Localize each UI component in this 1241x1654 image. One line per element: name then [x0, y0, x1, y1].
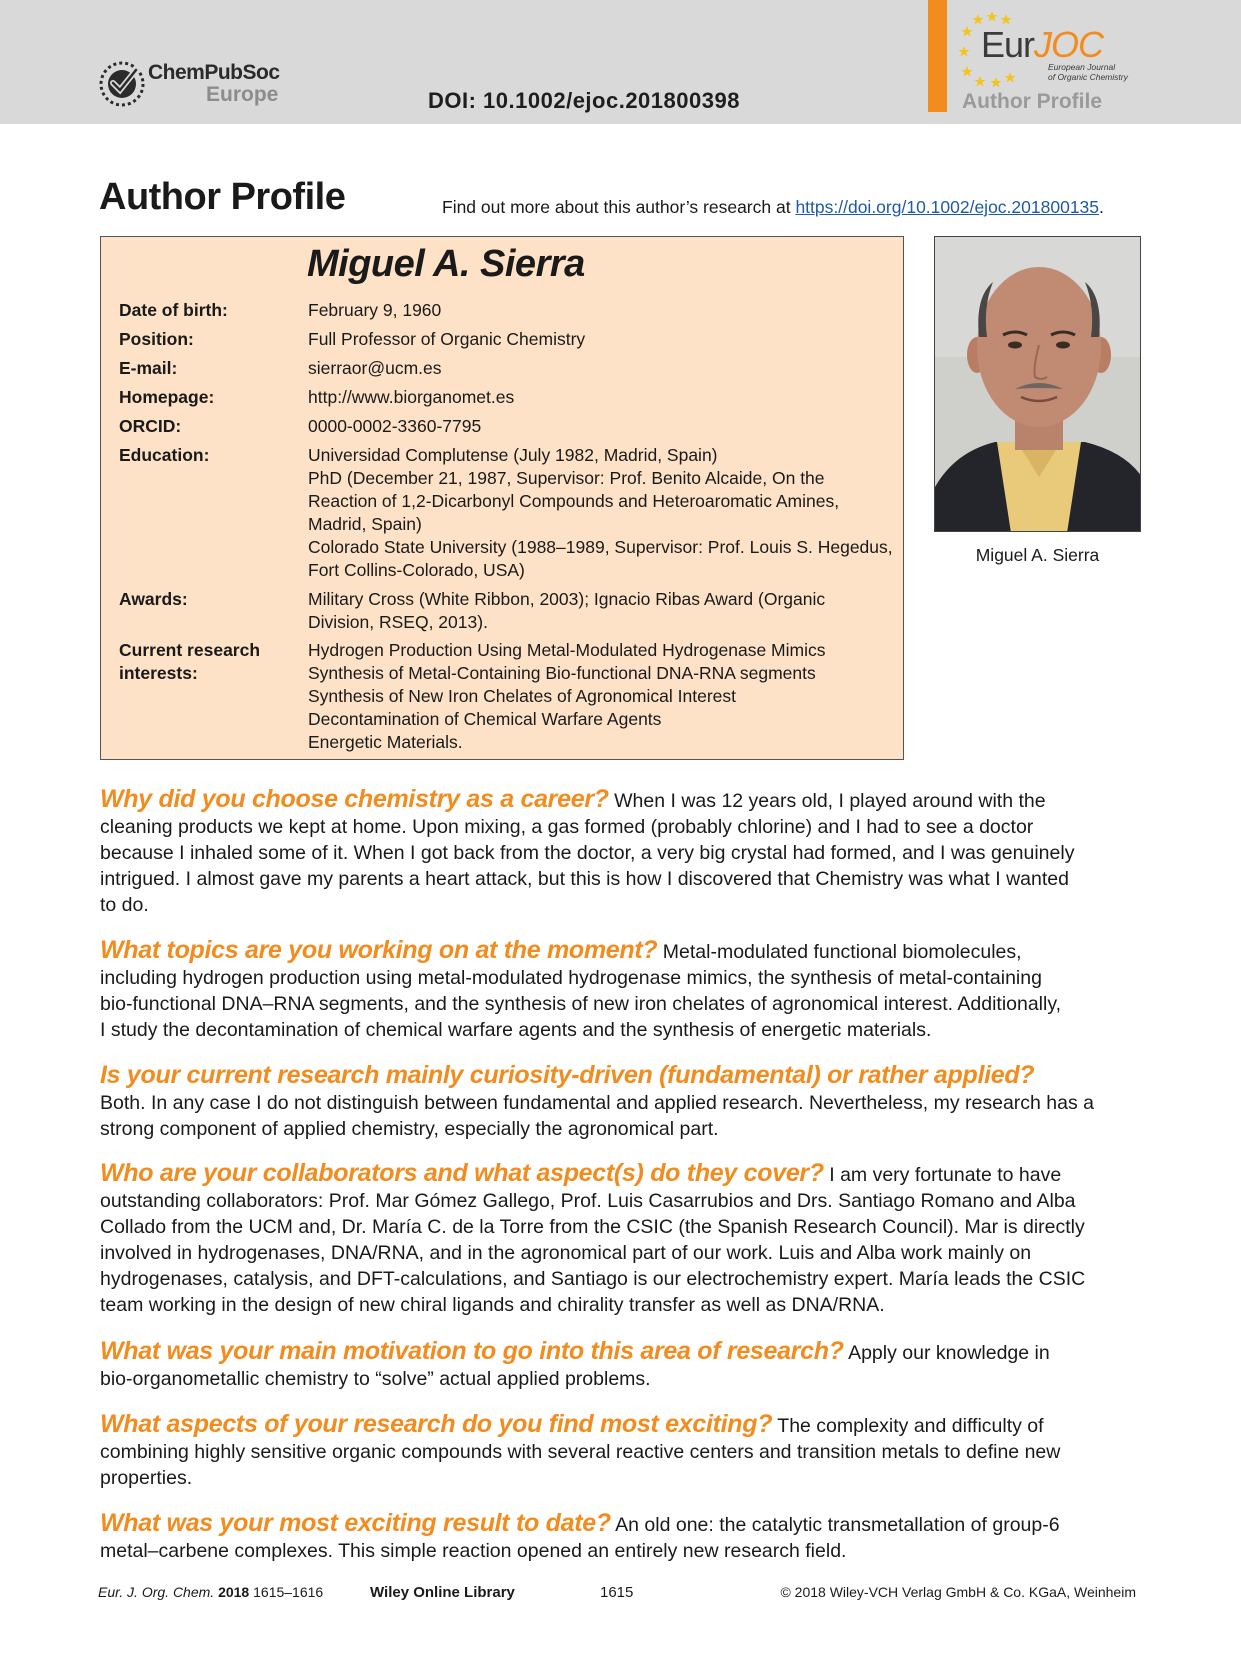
qa-section-motivation [100, 1338, 1145, 1392]
eurjoc-logo[interactable] [956, 6, 1136, 90]
qa-first-line [100, 1338, 1145, 1366]
profile-value [308, 357, 898, 380]
profile-value-line: PhD (December 21, 1987, Supervisor: Prof. Benito Alcaide, On the [308, 468, 825, 488]
accent-bar [928, 0, 947, 112]
footer-pages: 1615–1616 [253, 1584, 324, 1600]
qa-question: Is your current research mainly curiosity-driven (fundamental) or rather applied? [100, 1061, 1035, 1089]
findmore-prefix: Find out more about this author’s research at [442, 197, 796, 217]
qa-answer-line: because I inhaled some of it. When I got back from the doctor, a very big crystal had formed, and I was genuinely [100, 842, 1075, 864]
profile-label: Position: [119, 329, 194, 349]
profile-value-line: Full Professor of Organic Chemistry [308, 329, 586, 349]
qa-question: Why did you choose chemistry as a career? [100, 785, 609, 813]
qa-answer-line: Metal-modulated functional biomolecules, [657, 941, 1022, 963]
qa-answer-line: An old one: the catalytic transmetallation of group-6 [610, 1514, 1060, 1536]
homepage-link[interactable]: http://www.biorganomet.es [308, 387, 515, 407]
qa-answer-line: involved in hydrogenases, DNA/RNA, and in the agronomical part of our work. Luis and Alba work mainly on [100, 1242, 1032, 1264]
profile-value-line: February 9, 1960 [308, 300, 442, 320]
profile-value-line: Hydrogen Production Using Metal-Modulated Hydrogenase Mimics [308, 640, 826, 660]
qa-section-career [100, 786, 1145, 918]
profile-value [308, 299, 898, 322]
qa-answer-line: bio-functional DNA–RNA segments, and the synthesis of new iron chelates of agronomical interest. Additionally, [100, 993, 1062, 1015]
profile-value [308, 444, 898, 582]
qa-answer-line: team working in the design of new chiral ligands and chirality transfer as well as DNA/RNA. [100, 1294, 885, 1316]
findmore-text [442, 197, 1104, 218]
journal-logo-part1: Eur [981, 24, 1035, 65]
profile-value-line: Synthesis of New Iron Chelates of Agronomical Interest [308, 686, 736, 706]
journal-logo-part2: JOC [1034, 24, 1104, 65]
qa-first-line [100, 937, 1145, 965]
profile-box [100, 236, 904, 760]
qa-answer-line: bio-organometallic chemistry to “solve” actual applied problems. [100, 1368, 651, 1390]
research-doi-link[interactable]: https://doi.org/10.1002/ejoc.201800135 [795, 197, 1100, 217]
qa-first-line [100, 1510, 1145, 1538]
profile-value-line: Fort Collins-Colorado, USA) [308, 560, 525, 580]
qa-answer-line: metal–carbene complexes. This simple reaction opened an entirely new research field. [100, 1540, 847, 1562]
page-number: 1615 [600, 1584, 634, 1601]
qa-question: Who are your collaborators and what aspect(s) do they cover? [100, 1159, 824, 1187]
author-portrait-image [935, 237, 1141, 532]
qa-answer-line: When I was 12 years old, I played around with the [608, 790, 1046, 812]
qa-answer-line: I study the decontamination of chemical warfare agents and the synthesis of energetic materials. [100, 1019, 932, 1041]
qa-answer-line: to do. [100, 894, 149, 916]
qa-answer-line: intrigued. I almost gave my parents a heart attack, but this is how I discovered that Chemistry was what I wanted [100, 868, 1069, 890]
section-tag: Author Profile [962, 90, 1102, 113]
qa-section-collaborators [100, 1160, 1145, 1318]
profile-value-line: Decontamination of Chemical Warfare Agents [308, 709, 662, 729]
chempubsoc-emblem-icon [96, 58, 148, 110]
footer-journal-name: Eur. J. Org. Chem. [98, 1584, 215, 1600]
publisher-region: Europe [206, 83, 279, 106]
profile-value-line: Reaction of 1,2-Dicarbonyl Compounds and Heteroaromatic Amines, [308, 491, 840, 511]
profile-label: Education: [119, 445, 210, 465]
profile-value-line: Division, RSEQ, 2013). [308, 612, 488, 632]
page-title: Author Profile [99, 176, 346, 218]
qa-first-line [100, 1160, 1145, 1188]
photo-caption: Miguel A. Sierra [975, 545, 1100, 565]
profile-label: Homepage: [119, 387, 215, 407]
qa-question: What was your main motivation to go into this area of research? [100, 1337, 844, 1365]
profile-value [308, 639, 898, 754]
profile-label: Date of birth: [119, 300, 228, 320]
qa-first-line [100, 1411, 1145, 1439]
qa-answer-line: Both. In any case I do not distinguish between fundamental and applied research. Nevertheless, my research has a [100, 1092, 1095, 1114]
qa-answer-line: combining highly sensitive organic compounds with several reactive centers and transition metals to define new [100, 1441, 1061, 1463]
header-band [0, 0, 1241, 124]
orcid-link[interactable]: 0000-0002-3360-7795 [308, 416, 482, 436]
qa-answer-line: including hydrogen production using metal-modulated hydrogenase mimics, the synthesis of metal-containing [100, 967, 1042, 989]
email-link[interactable]: sierraor@ucm.es [308, 358, 442, 378]
findmore-suffix: . [1099, 197, 1104, 217]
chempubsoc-logo[interactable] [96, 56, 296, 116]
journal-logo-text [981, 24, 1103, 66]
journal-logo-sub-line2: of Organic Chemistry [1048, 72, 1128, 82]
qa-question: What aspects of your research do you find most exciting? [100, 1410, 773, 1438]
profile-value-line: Synthesis of Metal-Containing Bio-functional DNA-RNA segments [308, 663, 816, 683]
profile-value-line: Universidad Complutense (July 1982, Madrid, Spain) [308, 445, 718, 465]
publisher-name: ChemPubSoc [148, 61, 280, 84]
qa-answer-line: Collado from the UCM and, Dr. María C. de la Torre from the CSIC (the Spanish Research Council). Mar is directly [100, 1216, 1085, 1238]
qa-section-topics [100, 937, 1145, 1043]
author-name: Miguel A. Sierra [307, 243, 585, 285]
profile-label: Awards: [119, 589, 188, 609]
profile-value-line: Colorado State University (1988–1989, Supervisor: Prof. Louis S. Hegedus, [308, 537, 893, 557]
qa-answer-line: I am very fortunate to have [823, 1164, 1062, 1186]
profile-label: Current research interests: [119, 640, 261, 683]
qa-answer-line: The complexity and difficulty of [772, 1415, 1044, 1437]
qa-answer-line: cleaning products we kept at home. Upon mixing, a gas formed (probably chlorine) and I had to see a doctor [100, 816, 1034, 838]
qa-section-exciting-aspects [100, 1411, 1145, 1491]
qa-answer-line: properties. [100, 1467, 193, 1489]
footer-year: 2018 [218, 1584, 250, 1600]
qa-question: What was your most exciting result to date? [100, 1509, 611, 1537]
profile-label: E-mail: [119, 358, 178, 378]
qa-first-line [100, 786, 1145, 814]
qa-answer-line: hydrogenases, catalysis, and DFT-calculations, and Santiago is our electrochemistry expert. María leads the CSIC [100, 1268, 1086, 1290]
author-photo [934, 236, 1141, 532]
footer-citation [98, 1584, 323, 1600]
profile-value [308, 415, 898, 438]
qa-answer-line: strong component of applied chemistry, especially the agronomical part. [100, 1118, 719, 1140]
qa-question: What topics are you working on at the moment? [100, 936, 658, 964]
qa-section-research-type [100, 1062, 1145, 1142]
qa-first-line [100, 1062, 1145, 1090]
qa-section-exciting-result [100, 1510, 1145, 1564]
copyright-notice: © 2018 Wiley-VCH Verlag GmbH & Co. KGaA, Weinheim [780, 1584, 1136, 1600]
journal-logo-sub-line1: European Journal [1048, 62, 1116, 72]
doi-label: DOI: 10.1002/ejoc.201800398 [428, 88, 740, 113]
profile-value-line: Energetic Materials. [308, 732, 463, 752]
qa-answer-line: outstanding collaborators: Prof. Mar Gómez Gallego, Prof. Luis Casarrubios and Drs. Santiago Romano and Alba [100, 1190, 1076, 1212]
journal-logo-subtitle [1048, 62, 1128, 82]
profile-value-line: Military Cross (White Ribbon, 2003); Ignacio Ribas Award (Organic [308, 589, 826, 609]
profile-value [308, 588, 898, 634]
profile-value [308, 328, 898, 351]
wiley-online-library-logo[interactable]: Wiley Online Library [370, 1584, 515, 1601]
qa-answer-line: Apply our knowledge in [843, 1342, 1050, 1364]
profile-value [308, 386, 898, 409]
profile-label: ORCID: [119, 416, 182, 436]
profile-value-line: Madrid, Spain) [308, 514, 422, 534]
